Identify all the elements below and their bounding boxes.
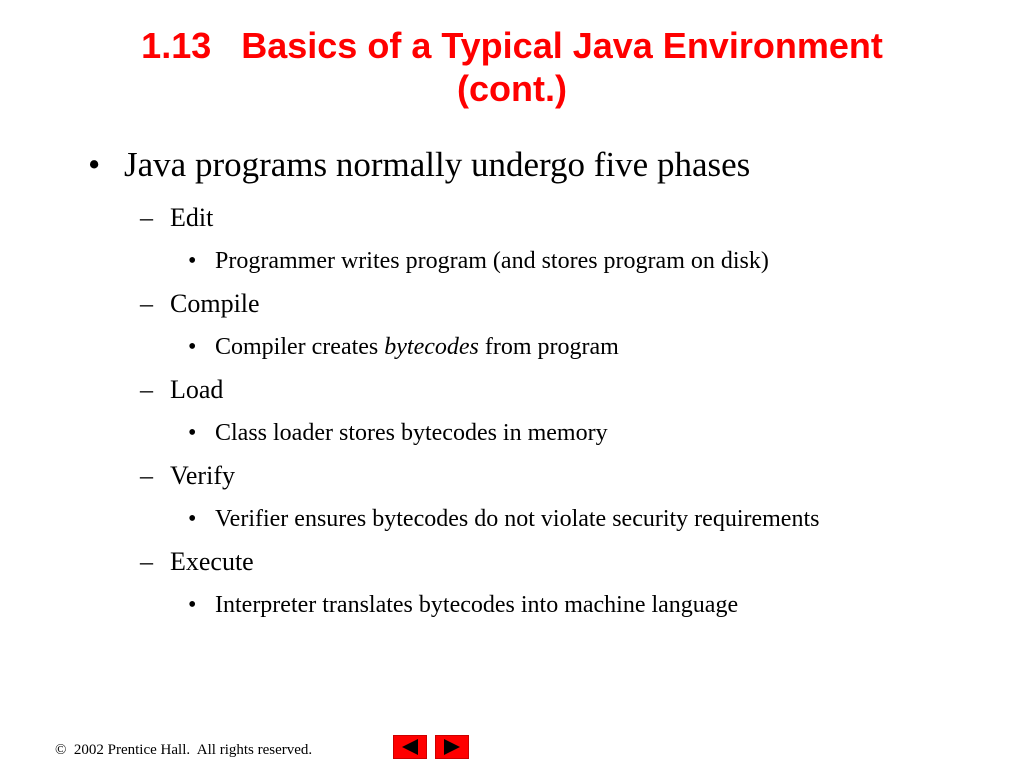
slide-title-line-1: 1.13 Basics of a Typical Java Environment [141, 25, 883, 66]
left-triangle-arrow-icon [394, 736, 426, 758]
main-bullet-marker: • [88, 145, 101, 184]
phase-item-verify [0, 461, 1024, 491]
phase-dash: – [140, 547, 153, 576]
sub-bullet-marker: • [188, 506, 197, 532]
slide-title-line-2: (cont.) [457, 68, 567, 109]
sub-bullet-text-before: Compiler creates [215, 334, 385, 360]
next-slide-button[interactable] [435, 735, 469, 759]
phase-item-load [0, 375, 1024, 405]
phase-detail-load [0, 420, 1024, 448]
phase-detail-compile [0, 334, 1024, 362]
phase-detail-execute [0, 592, 1024, 620]
sub-bullet-marker: • [188, 334, 197, 360]
phase-dash: – [140, 289, 153, 318]
phase-label: Load [170, 375, 224, 404]
sub-bullet-text: Verifier ensures bytecodes do not violate security requirements [215, 506, 820, 532]
right-triangle-arrow-icon [436, 736, 468, 758]
sub-bullet-text [215, 334, 619, 361]
sub-bullet-text: Class loader stores bytecodes in memory [215, 420, 608, 446]
phase-dash: – [140, 203, 153, 232]
main-bullet [0, 145, 1024, 185]
phase-label: Execute [170, 547, 254, 576]
phase-dash: – [140, 461, 153, 490]
sub-bullet-text: Interpreter translates bytecodes into machine language [215, 592, 739, 618]
previous-slide-button[interactable] [393, 735, 427, 759]
phase-dash: – [140, 375, 153, 404]
phase-item-compile [0, 289, 1024, 319]
phase-label: Compile [170, 289, 260, 318]
sub-bullet-marker: • [188, 420, 197, 446]
copyright-footer: © 2002 Prentice Hall. All rights reserved. [55, 742, 313, 758]
slide-title [0, 24, 1024, 110]
phase-item-edit [0, 203, 1024, 233]
phase-label: Verify [170, 461, 235, 490]
sub-bullet-text: Programmer writes program (and stores program on disk) [215, 248, 769, 274]
phase-detail-edit [0, 248, 1024, 276]
sub-bullet-text-italic: bytecodes [384, 334, 479, 360]
sub-bullet-text-after: from program [478, 334, 619, 360]
main-bullet-text: Java programs normally undergo five phases [124, 145, 751, 184]
phase-item-execute [0, 547, 1024, 577]
sub-bullet-marker: • [188, 592, 197, 618]
phase-label: Edit [170, 203, 214, 232]
phase-detail-verify [0, 506, 1024, 534]
sub-bullet-marker: • [188, 248, 197, 274]
